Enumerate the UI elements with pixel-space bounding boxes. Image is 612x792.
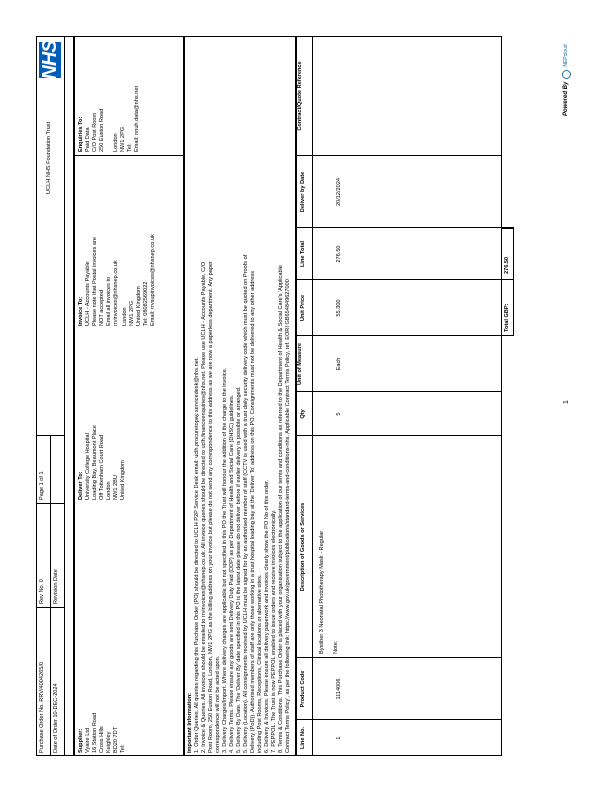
col-header-product-code: Product Code <box>300 670 306 708</box>
table-header-divider <box>312 36 313 756</box>
header-box <box>36 36 74 756</box>
table-col-divider <box>296 335 514 336</box>
deliver-to-line: NW1 2BU <box>113 475 119 500</box>
cell-line-total: 276.50 <box>336 245 342 263</box>
important-line: 2. Invoice & Queries. All invoices should be emailed to rrvinvoices@nhsnep.co.uk. All invoice queries should be directed to uclh.financeenquiries@nhs.net. Please use UCLH - Accounts Payable, C/O <box>201 261 207 753</box>
powered-by <box>562 44 571 116</box>
deliver-to-line: United Kingdom <box>120 460 126 500</box>
enquiries-to-line: C/O Post Room <box>92 112 98 152</box>
table-col-divider <box>296 279 514 280</box>
important-line: 8. Terms & Conditions. This Purchase Order is placed with your organisation subject to the application of our terms and conditions as referred to the Department of Health & Social Care's 'Applicable <box>278 265 284 753</box>
supplier-heading: Supplier: <box>78 728 84 753</box>
table-col-divider <box>296 391 502 392</box>
supplier-line: Cross Hills <box>99 726 105 753</box>
important-line: 1. Order Queries. All queries regarding this Purchase Order (PO) should be directed to UCLH P2P Service Desk email: uclh.procuretopay.servicedesk@nhs.net. <box>194 357 200 753</box>
line-items-table <box>296 36 502 756</box>
cell-line-no: 1 <box>336 736 342 740</box>
invoice-to-line: Email: rrvsupinvoices@nhsnep.co.uk <box>150 234 156 326</box>
enquiries-to-line: London <box>113 133 119 152</box>
invoice-to-line: United Kingdom <box>136 286 142 326</box>
important-heading: Important Information: <box>187 693 193 753</box>
deliver-to-line: Off Tottenham Court Road <box>99 434 105 500</box>
invoice-to-line: NW1 2PG <box>129 300 135 326</box>
supplier-line: BD20 7DT <box>113 726 119 753</box>
rev-no: Rev No. 0 <box>39 579 45 604</box>
invoice-to-line: UCLH - Accounts Payable <box>85 261 91 326</box>
table-col-divider <box>296 719 502 720</box>
trust-name: UCLH NHS Foundation Trust <box>46 121 52 194</box>
col-header-unit-price: Unit Price <box>300 294 306 322</box>
nhs-logo: NHS <box>39 40 61 80</box>
col-header-line-total: Line Total <box>300 241 306 267</box>
table-col-divider <box>296 227 514 228</box>
important-line: 4. Delivery Terms. Please ensure any goods are sent Delivery Duty Paid (DDP) as per Department of Health and Social Care (DHSC) guidelines. <box>229 394 235 753</box>
supplier-line: Tel: <box>120 744 126 753</box>
invoice-to-line: London <box>122 307 128 326</box>
col-header-line-no: Line No. <box>300 726 306 750</box>
col-header-description: Description of Goods or Services <box>300 502 306 592</box>
important-line: Delivery (PoD)). Authorised members of staff are only those working in a trust hospital loading bay at the 'Deliver To' address on this PO. Consignments must not be delivered to any other address <box>250 271 256 753</box>
col-header-uom: Unit of Measure <box>297 343 303 385</box>
important-line: 5. Delivery By Date. The 'Deliver By' date specified in this PO is the latest date please do not deliver before if earlier delivery is possible or arranged. <box>236 386 242 753</box>
cell-unit-price: 55.300 <box>336 299 342 317</box>
important-line: 6. Delivery & Invoices. Please ensure all delivery paperwork and invoices clearly show the PO No of this order. <box>264 479 270 753</box>
rotated-purchase-order <box>36 36 576 756</box>
col-header-contract-ref: Contract/Quote Reference <box>297 61 303 131</box>
address-divider <box>74 155 184 156</box>
supplier-line: Vyaire Ltd <box>85 728 91 753</box>
nepcloud-icon <box>562 70 571 79</box>
table-col-divider <box>296 657 502 658</box>
enquiries-to-line: Paid Data <box>85 127 91 152</box>
deliver-to-line: University College Hospital <box>85 433 91 500</box>
total-value: 276.50 <box>504 256 510 274</box>
enquiries-to-line: NW1 2PG <box>120 126 126 152</box>
invoice-to-line: rrvinvoices@nhsnep.co.uk <box>113 260 119 326</box>
cell-deliver-by: 20/12/2024 <box>336 178 342 206</box>
invoice-to-line: Email all invoices to <box>106 276 112 326</box>
invoice-to-line: NOT accepted <box>99 290 105 326</box>
important-line: Contract Terms Policy', as per the following link: https://www.gov.uk/government/publications/standard-terms-and-conditions-nhs. Applicable Contract Terms Policy, ref. EORI GB654849627000 <box>285 279 291 753</box>
cell-product-code: 1114006 <box>336 678 342 700</box>
header-divider <box>64 36 65 756</box>
table-col-divider <box>296 155 502 156</box>
invoice-to-line: Please note that Postal invoices are <box>92 237 98 326</box>
important-line: 3. Delivery Charges/Import. Where delivery charges are applicable but not specified in this PO the Trust will honour the addition of the charge to the invoice. <box>222 367 228 753</box>
header-divider <box>50 436 51 756</box>
supplier-line: Keighley <box>106 731 112 753</box>
enquiries-to-line: Email: nnuh.data@nhs.net <box>134 85 140 152</box>
important-line: 5. Delivery (Location). All consignments received by UCLH must be signed for by an authorised member of staff (CCTV is used with a trust daily security delivery code which must be quoted on Proofs of <box>243 254 249 753</box>
cell-note: Note: <box>333 640 339 654</box>
supplier-line: 16 Station Road <box>92 712 98 753</box>
important-line: correspondence will not be acted upon. <box>215 655 221 753</box>
cell-qty: 5 <box>336 412 342 416</box>
important-line: 7. PEPPOL. The Trust is now PEPPOL enabled to issue orders and receive invoices electronically. <box>271 509 277 753</box>
important-line: including Post Rooms, Receptions, Clinical locations or alternative sites. <box>257 574 263 753</box>
col-header-deliver-by: Deliver by Date <box>300 171 306 213</box>
page-number: 1 <box>563 400 570 404</box>
total-label: Total GBP: <box>504 303 510 332</box>
nepcloud-brand: NEPcloud <box>563 44 570 67</box>
po-number: Purchase Order No. RRV/4004265/0 <box>39 661 45 753</box>
col-header-qty: Qty <box>300 409 306 419</box>
table-col-divider <box>296 435 502 436</box>
revision-date: Revision Date <box>53 569 59 604</box>
deliver-to-line: London <box>106 481 112 500</box>
enquiries-to-line: 250 Euston Road <box>99 108 105 152</box>
invoice-to-line: Tel: 08082569022 <box>143 281 149 326</box>
cell-uom: Each <box>336 357 342 371</box>
powered-by-label: Powered By <box>562 81 569 116</box>
cell-description: Bystiber 3 Neonatal Phototherapy Mask - Regular <box>319 530 325 654</box>
invoice-to-heading: Invoice To: <box>78 296 84 326</box>
important-line: Post Room, 250 Euston Road, London, NW1 2PG as the billing address on your invoice but please do not send any correspondence to this address as we are now a paperless department. Any paper <box>208 261 214 753</box>
page-of: Page 1 of 1 <box>39 471 45 500</box>
deliver-to-line: Loading Bay, Beaumont Place <box>92 425 98 500</box>
deliver-to-heading: Deliver To: <box>78 471 84 500</box>
enquiries-to-line: Tel: <box>127 143 133 152</box>
enquiries-to-heading: Enquiries To: <box>78 116 84 152</box>
po-date: Date of Order 10-DEC-2024 <box>53 683 59 753</box>
